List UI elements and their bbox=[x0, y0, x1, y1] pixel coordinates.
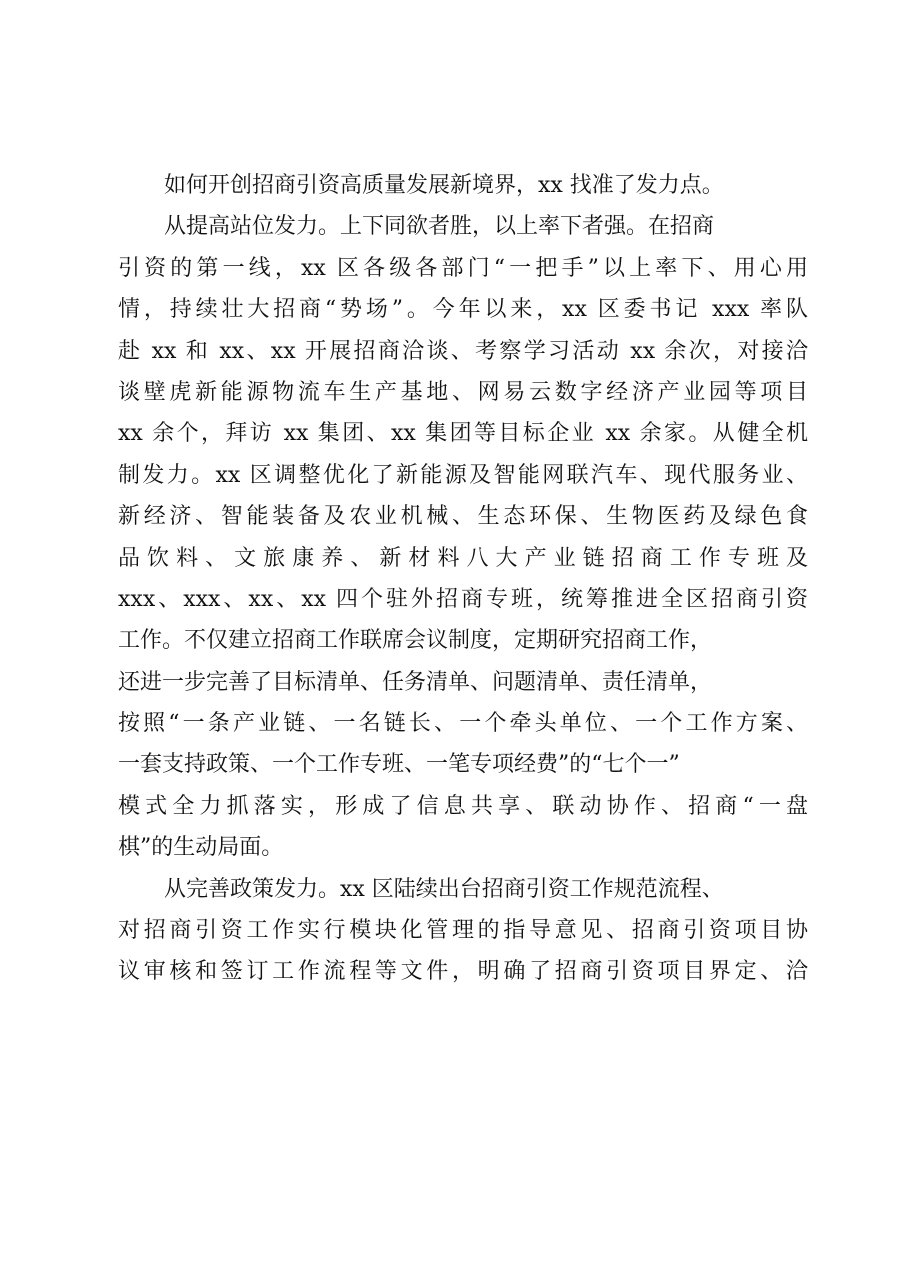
paragraph-line: 从提高站位发力。上下同欲者胜，以上率下者强。在招商 bbox=[164, 214, 715, 240]
paragraph-line: 情，持续壮大招商“势场”。今年以来，xx 区委书记 xxx 率队 bbox=[118, 297, 808, 323]
paragraph-line: xxx、xxx、xx、xx 四个驻外招商专班，统筹推进全区招商引资 bbox=[118, 586, 808, 612]
paragraph-line: 制发力。xx 区调整优化了新能源及智能网联汽车、现代服务业、 bbox=[118, 462, 808, 488]
paragraph-line: 从完善政策发力。xx 区陆续出台招商引资工作规范流程、 bbox=[164, 876, 724, 902]
paragraph-line: 如何开创招商引资高质量发展新境界，xx 找准了发力点。 bbox=[164, 173, 724, 198]
paragraph-line: 一套支持政策、一个工作专班、一笔专项经费”的“七个一” bbox=[118, 752, 680, 778]
paragraph-line: 引资的第一线，xx 区各级各部门“一把手”以上率下、用心用 bbox=[118, 255, 808, 281]
paragraph-line: 还进一步完善了目标清单、任务清单、问题清单、责任清单， bbox=[118, 669, 713, 695]
document-body bbox=[118, 165, 808, 993]
paragraph-line: 对招商引资工作实行模块化管理的指导意见、招商引资项目协 bbox=[118, 918, 808, 944]
paragraph-line: 工作。不仅建立招商工作联席会议制度，定期研究招商工作， bbox=[118, 628, 713, 654]
paragraph-line: 品饮料、文旅康养、新材料八大产业链招商工作专班及 bbox=[118, 545, 808, 571]
paragraph-line: 按照“一条产业链、一名链长、一个牵头单位、一个工作方案、 bbox=[118, 711, 808, 737]
paragraph-line: 议审核和签订工作流程等文件，明确了招商引资项目界定、洽 bbox=[118, 959, 808, 985]
paragraph-line: 谈壁虎新能源物流车生产基地、网易云数字经济产业园等项目 bbox=[118, 379, 808, 405]
paragraph-line: 新经济、智能装备及农业机械、生态环保、生物医药及绿色食 bbox=[118, 504, 808, 530]
paragraph-line: 模式全力抓落实，形成了信息共享、联动协作、招商“一盘 bbox=[118, 793, 808, 819]
paragraph-line: xx 余个，拜访 xx 集团、xx 集团等目标企业 xx 余家。从健全机 bbox=[118, 421, 808, 447]
paragraph-line: 赴 xx 和 xx、xx 开展招商洽谈、考察学习活动 xx 余次，对接洽 bbox=[118, 338, 808, 364]
paragraph-line: 棋”的生动局面。 bbox=[118, 835, 284, 861]
